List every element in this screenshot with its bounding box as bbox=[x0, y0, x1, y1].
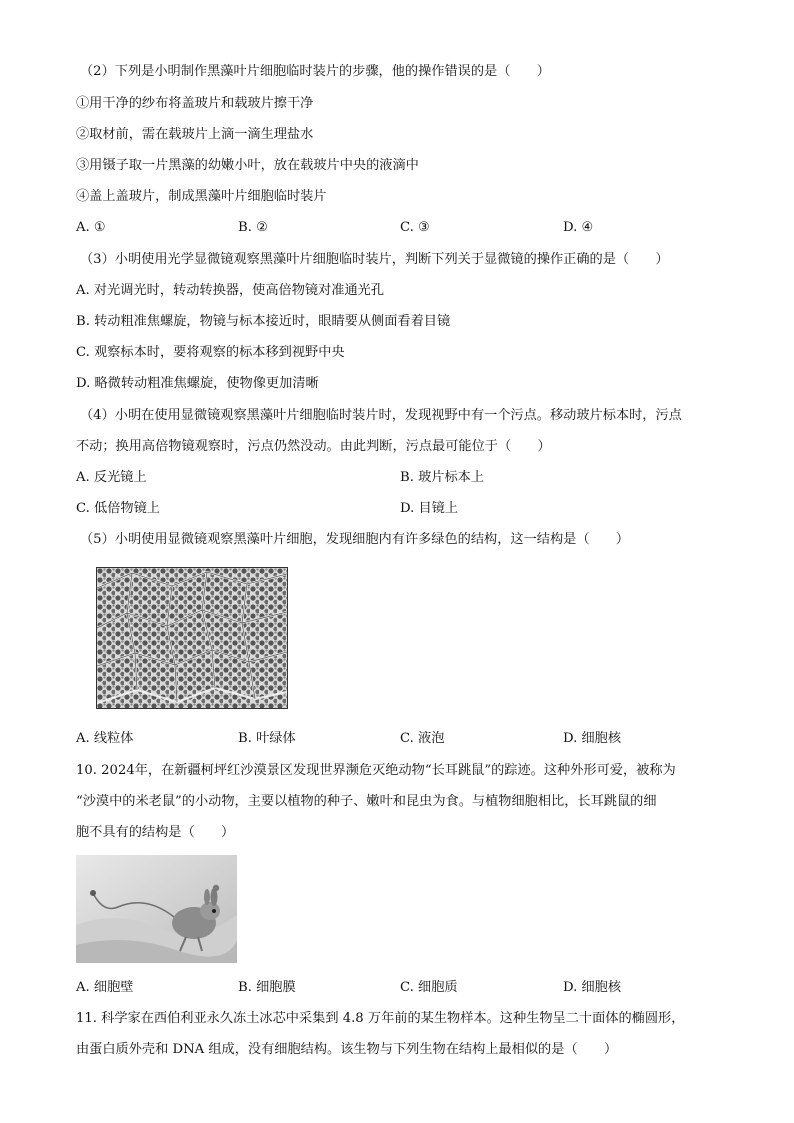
q9-p5-option-a: A. 线粒体 bbox=[76, 731, 134, 746]
q9-p4-option-c: C. 低倍物镜上 bbox=[76, 501, 160, 516]
q9-p3-option-a: A. 对光调光时，转动转换器，使高倍物镜对准通光孔 bbox=[76, 283, 385, 298]
q9-p2-step-2: ②取材前，需在载玻片上滴一滴生理盐水 bbox=[76, 127, 314, 142]
q9-p2-option-d: D. ④ bbox=[563, 220, 594, 235]
q9-p3-option-b: B. 转动粗准焦螺旋，物镜与标本接近时，眼睛要从侧面看着目镜 bbox=[76, 314, 451, 329]
jerboa-photo bbox=[76, 855, 237, 963]
q9-p2-step-3: ③用镊子取一片黑藻的幼嫩小叶，放在载玻片中央的液滴中 bbox=[76, 158, 419, 173]
q9-p2-option-c: C. ③ bbox=[400, 220, 430, 235]
q9-p2-stem: （2）下列是小明制作黑藻叶片细胞临时装片的步骤，他的操作错误的是（ ） bbox=[80, 64, 550, 79]
q10-stem-line1: 10. 2024年，在新疆柯坪红沙漠景区发现世界濒危灭绝动物“长耳跳鼠”的踪迹。这种外形可爱，被称为 bbox=[76, 763, 676, 778]
q9-p3-stem: （3）小明使用光学显微镜观察黑藻叶片细胞临时装片，判断下列关于显微镜的操作正确的是（ ） bbox=[80, 252, 669, 267]
q10-option-d: D. 细胞核 bbox=[563, 980, 622, 995]
q9-p4-option-a: A. 反光镜上 bbox=[76, 470, 147, 485]
q9-p4-option-d: D. 目镜上 bbox=[400, 501, 459, 516]
q9-p5-option-d: D. 细胞核 bbox=[563, 731, 622, 746]
q9-p5-option-b: B. 叶绿体 bbox=[238, 731, 296, 746]
q9-p2-option-b: B. ② bbox=[238, 220, 268, 235]
q9-p4-option-b: B. 玻片标本上 bbox=[400, 470, 485, 485]
q9-p4-stem-line1: （4）小明在使用显微镜观察黑藻叶片细胞临时装片时，发现视野中有一个污点。移动玻片标本时，污点 bbox=[80, 408, 682, 423]
q9-p5-stem: （5）小明使用显微镜观察黑藻叶片细胞，发现细胞内有许多绿色的结构，这一结构是（ ） bbox=[80, 532, 630, 547]
micrograph-leaf-cells bbox=[96, 567, 288, 709]
q11-stem-line2: 由蛋白质外壳和 DNA 组成，没有细胞结构。该生物与下列生物在结构上最相似的是（ ） bbox=[76, 1042, 618, 1057]
q9-p3-option-c: C. 观察标本时，要将观察的标本移到视野中央 bbox=[76, 345, 345, 360]
q10-option-b: B. 细胞膜 bbox=[238, 980, 296, 995]
q10-stem-line3: 胞不具有的结构是（ ） bbox=[76, 825, 235, 840]
q9-p2-option-a: A. ① bbox=[76, 220, 106, 235]
q9-p4-stem-line2: 不动；换用高倍物镜观察时，污点仍然没动。由此判断，污点最可能位于（ ） bbox=[76, 439, 551, 454]
q10-stem-line2: “沙漠中的米老鼠”的小动物，主要以植物的种子、嫩叶和昆虫为食。与植物细胞相比，长耳跳鼠的细 bbox=[76, 794, 657, 809]
q10-option-a: A. 细胞壁 bbox=[76, 980, 134, 995]
q9-p5-option-c: C. 液泡 bbox=[400, 731, 445, 746]
q9-p2-step-1: ①用干净的纱布将盖玻片和载玻片擦干净 bbox=[76, 96, 314, 111]
q11-stem-line1: 11. 科学家在西伯利亚永久冻土冰芯中采集到 4.8 万年前的某生物样本。这种生物呈二十面体的椭圆形， bbox=[76, 1011, 685, 1026]
q10-option-c: C. 细胞质 bbox=[400, 980, 458, 995]
q9-p2-step-4: ④盖上盖玻片，制成黑藻叶片细胞临时装片 bbox=[76, 189, 327, 204]
q9-p3-option-d: D. 略微转动粗准焦螺旋，使物像更加清晰 bbox=[76, 376, 319, 391]
